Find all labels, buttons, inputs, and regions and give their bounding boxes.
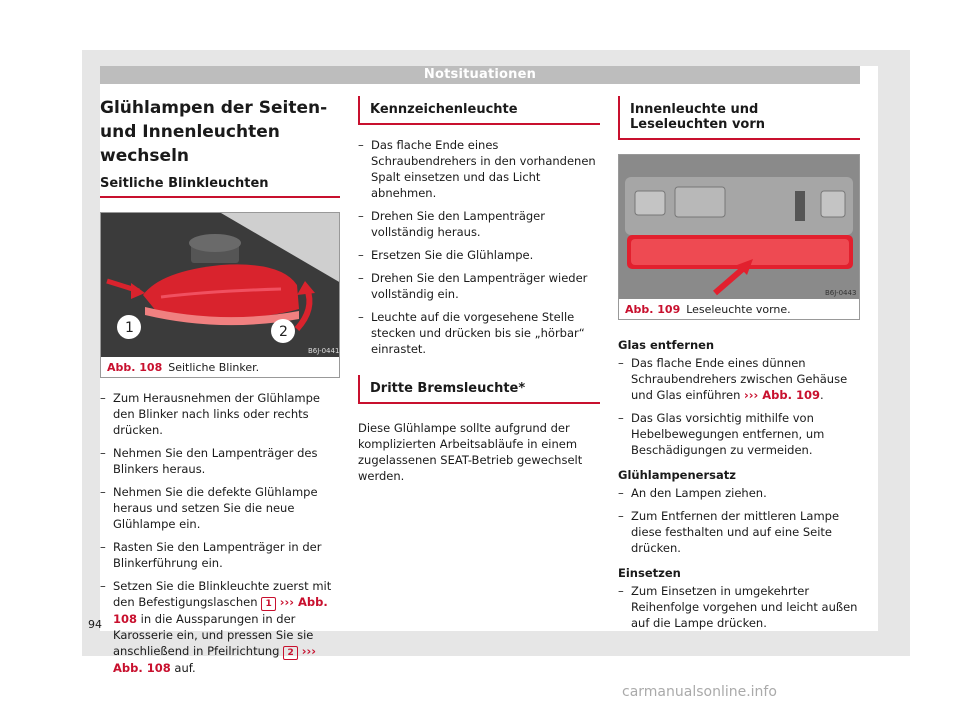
figure-caption [101, 357, 339, 377]
chapter-header: Notsituationen [100, 66, 860, 84]
step-text: Das flache Ende eines dünnen Schraubendrehers zwischen Gehäuse und Glas einführen [631, 356, 848, 402]
figure-label: Abb. 108 [107, 361, 163, 374]
ersatz-steps [618, 485, 860, 556]
page-number: 94 [88, 618, 102, 631]
reading-light-image [619, 155, 859, 299]
figure-marker-2: 2 [279, 324, 288, 340]
figure-label: Abb. 109 [625, 303, 681, 316]
section-title-bremsleuchte: Dritte Bremsleuchte* [358, 375, 600, 404]
glas-steps [618, 355, 860, 458]
section-title-kennzeichenleuchte: Kennzeichenleuchte [358, 96, 600, 125]
kennzeichen-steps [358, 137, 600, 357]
list-item: – Das Glas vorsichtig mithilfe von Hebelbewegungen entfernen, um Beschädigungen zu vermeiden. [618, 410, 860, 458]
list-item: – Ersetzen Sie die Glühlampe. [358, 247, 600, 263]
figure-caption-text: Seitliche Blinker. [168, 361, 260, 374]
turn-signal-illustration [101, 213, 339, 357]
figure-108 [100, 212, 340, 378]
marker-badge-1: 1 [261, 597, 276, 611]
list-item: – Nehmen Sie den Lampenträger des Blinkers heraus. [100, 445, 340, 477]
step-text: Setzen Sie die Blinkleuchte zuerst mit den Befestigungslaschen [113, 579, 332, 609]
column-2 [358, 96, 600, 484]
list-item: – Zum Einsetzen in umgekehrter Reihenfolge vorgehen und leicht außen auf die Lampe drücken. [618, 583, 860, 631]
figure-caption [619, 299, 859, 319]
turn-signal-image [101, 213, 339, 357]
figure-code: B6J-0441 [308, 347, 339, 355]
page-title: Glühlampen der Seiten- und Innenleuchten wechseln [100, 98, 328, 166]
ersatz-heading: Glühlampenersatz [618, 468, 736, 482]
watermark: carmanualsonline.info [622, 684, 777, 700]
list-item: – An den Lampen ziehen. [618, 485, 860, 501]
subsection-title: Seitliche Blinkleuchten [100, 176, 340, 198]
column-3 [618, 96, 860, 631]
list-item: – Zum Herausnehmen der Glühlampe den Blinker nach links oder rechts drücken. [100, 390, 340, 438]
figure-109 [618, 154, 860, 320]
list-item: – Nehmen Sie die defekte Glühlampe heraus und setzen Sie die neue Glühlampe ein. [100, 484, 340, 532]
glas-heading: Glas entfernen [618, 338, 715, 352]
list-item: – Leuchte auf die vorgesehene Stelle stecken und drücken bis sie „hörbar“ einrastet. [358, 309, 600, 357]
step-text: auf. [174, 661, 196, 675]
marker-badge-2: 2 [283, 646, 298, 660]
blinker-steps [100, 390, 340, 676]
step-text: in die Aussparungen in der Karosserie ein, und pressen Sie sie anschließend in Pfeilrichtung [113, 612, 314, 658]
list-item: – Rasten Sie den Lampenträger in der Blinkerführung ein. [100, 539, 340, 571]
figure-ref-link[interactable]: ››› Abb. 108 [113, 595, 328, 626]
list-item: – Das flache Ende eines Schraubendrehers in den vorhandenen Spalt einsetzen und das Licht abnehmen. [358, 137, 600, 201]
figure-marker-1: 1 [125, 320, 134, 336]
list-item: – Drehen Sie den Lampenträger wieder vollständig ein. [358, 270, 600, 302]
column-1 [100, 96, 340, 676]
figure-code: B6J-0443 [825, 289, 857, 297]
einsetzen-heading: Einsetzen [618, 566, 681, 580]
figure-caption-text: Leseleuchte vorne. [686, 303, 791, 316]
figure-ref-link[interactable]: ››› Abb. 109 [744, 388, 820, 402]
list-item [100, 578, 340, 676]
einsetzen-steps [618, 583, 860, 631]
step-text: . [819, 388, 824, 402]
list-item [618, 355, 860, 403]
reading-light-illustration [619, 155, 859, 299]
list-item: – Zum Entfernen der mittleren Lampe diese festhalten und auf eine Seite drücken. [618, 508, 860, 556]
section-title-innenleuchte: Innenleuchte und Leseleuchten vorn [618, 96, 860, 140]
bremsleuchte-paragraph: Diese Glühlampe sollte aufgrund der komplizierten Arbeitsabläufe in einem zugelassenen SEAT-Betrieb gewechselt werden. [358, 421, 583, 483]
figure-ref-link[interactable]: ››› Abb. 108 [113, 644, 317, 675]
list-item: – Drehen Sie den Lampenträger vollständig heraus. [358, 208, 600, 240]
